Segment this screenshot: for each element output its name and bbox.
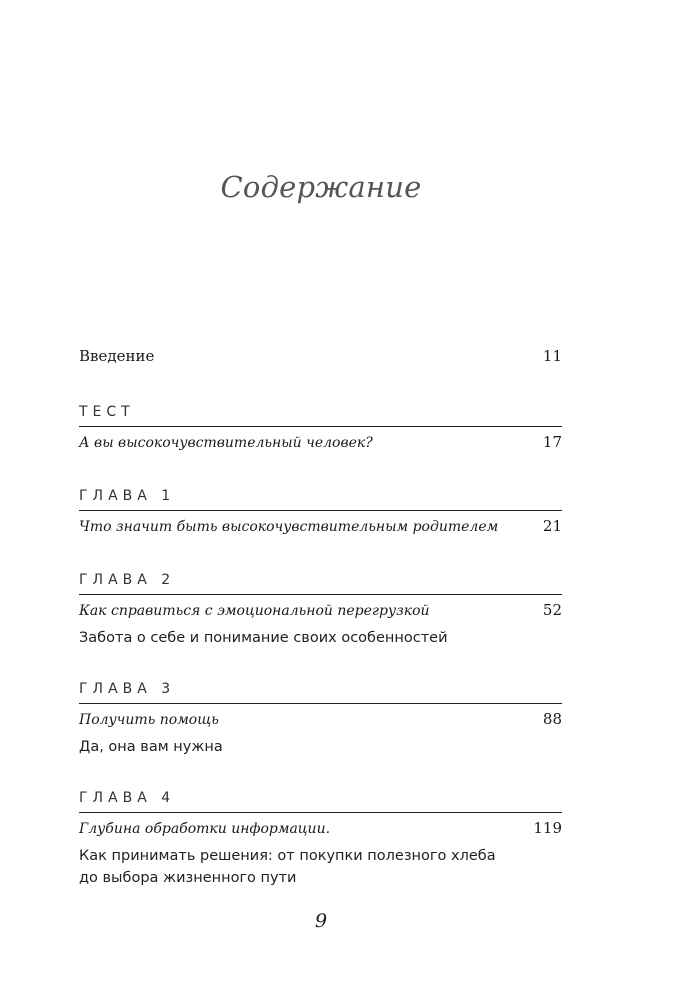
section-page-number: 52 (542, 601, 562, 619)
page-title: Содержание (220, 170, 422, 204)
toc-section-chapter-4 (79, 789, 562, 889)
section-title-row (79, 818, 562, 839)
section-label: ГЛАВА 3 (79, 681, 176, 697)
section-divider (79, 594, 562, 595)
toc-section-chapter-1 (79, 487, 562, 537)
intro-page-number: 11 (542, 347, 562, 365)
section-label: ГЛАВА 4 (79, 790, 176, 806)
section-title: Глубина обработки информации. (79, 821, 331, 837)
section-title: Что значит быть высокочувствительным родителем (79, 519, 499, 535)
section-title-row (79, 600, 562, 621)
toc-section-chapter-2 (79, 571, 562, 649)
section-divider (79, 812, 562, 813)
section-title: Как справиться с эмоциональной перегрузкой (79, 603, 430, 619)
section-title-row (79, 709, 562, 730)
toc-section-chapter-3 (79, 680, 562, 758)
section-label: ГЛАВА 2 (79, 572, 176, 588)
section-title-row (79, 516, 562, 537)
section-subtitle: Да, она вам нужна (79, 739, 223, 755)
section-page-number: 88 (542, 710, 562, 728)
page-number-footer: 9 (314, 910, 328, 932)
toc-entry-intro (79, 347, 562, 365)
section-page-number: 119 (533, 819, 562, 837)
section-title: Получить помощь (79, 712, 219, 728)
section-divider (79, 703, 562, 704)
intro-title: Введение (79, 347, 155, 365)
section-divider (79, 426, 562, 427)
section-subtitle: Забота о себе и понимание своих особенностей (79, 630, 448, 646)
section-page-number: 21 (542, 517, 562, 535)
section-divider (79, 510, 562, 511)
toc-section-test (79, 403, 562, 453)
section-title: А вы высокочувствительный человек? (79, 435, 373, 451)
section-label: ТЕСТ (79, 404, 135, 420)
section-subtitle: Как принимать решения: от покупки полезного хлеба до выбора жизненного пути (79, 848, 496, 886)
section-page-number: 17 (542, 433, 562, 451)
section-title-row (79, 432, 562, 453)
section-label: ГЛАВА 1 (79, 488, 176, 504)
